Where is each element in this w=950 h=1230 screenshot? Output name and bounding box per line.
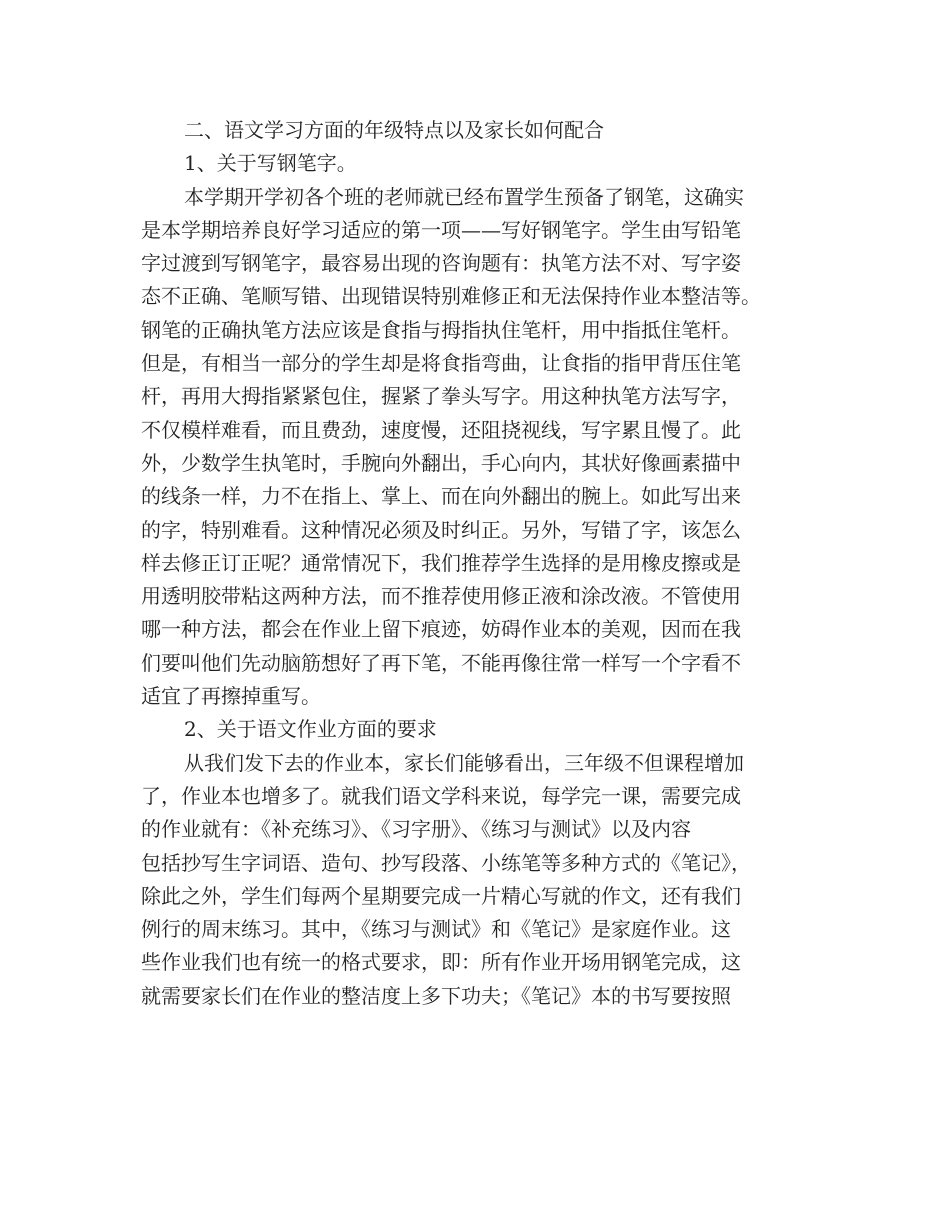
- text-line: 样去修正订正呢？通常情况下，我们推荐学生选择的是用橡皮擦或是: [141, 550, 741, 575]
- text-line: 外，少数学生执笔时，手腕向外翻出，手心向内，其状好像画素描中: [141, 450, 741, 475]
- text-line: 的线条一样，力不在指上、掌上、而在向外翻出的腕上。如此写出来: [141, 484, 741, 509]
- text-line: 们要叫他们先动脑筋想好了再下笔，不能再像往常一样写一个字看不: [141, 650, 741, 675]
- text-line: 用透明胶带粘这两种方法，而不推荐使用修正液和涂改液。不管使用: [141, 584, 741, 609]
- text-line: 些作业我们也有统一的格式要求，即：所有作业开场用钢笔完成，这: [141, 950, 741, 975]
- text-line: 了，作业本也增多了。就我们语文学科来说，每学完一课，需要完成: [141, 783, 741, 808]
- text-line: 是本学期培养良好学习适应的第一项——写好钢笔字。学生由写铅笔: [141, 217, 741, 242]
- text-line: 态不正确、笔顺写错、出现错误特别难修正和无法保持作业本整洁等。: [141, 284, 761, 309]
- text-line: 钢笔的正确执笔方法应该是食指与拇指执住笔杆，用中指抵住笔杆。: [141, 317, 741, 342]
- text-line: 不仅模样难看，而且费劲，速度慢，还阻挠视线，写字累且慢了。此: [141, 417, 741, 442]
- text-line: 但是，有相当一部分的学生却是将食指弯曲，让食指的指甲背压住笔: [141, 351, 741, 376]
- text-line: 杆，再用大拇指紧紧包住，握紧了拳头写字。用这种执笔方法写字，: [141, 384, 741, 409]
- text-line: 的作业就有：《补充练习》、《习字册》、《练习与测试》以及内容: [141, 817, 691, 842]
- text-line: 字过渡到写钢笔字，最容易出现的咨询题有：执笔方法不对、写字姿: [141, 251, 741, 276]
- document-body: [141, 114, 811, 1013]
- text-line: 2、关于语文作业方面的要求: [184, 717, 437, 742]
- text-line: 就需要家长们在作业的整洁度上多下功夫；《笔记》本的书写要按照: [141, 983, 731, 1008]
- text-line: 例行的周末练习。其中，《练习与测试》和《笔记》是家庭作业。这: [141, 917, 731, 942]
- text-line: 1、关于写钢笔字。: [184, 151, 357, 176]
- text-line: 从我们发下去的作业本，家长们能够看出，三年级不但课程增加: [184, 750, 744, 775]
- text-line: 除此之外，学生们每两个星期要完成一片精心写就的作文，还有我们: [141, 883, 741, 908]
- text-line: 包括抄写生字词语、造句、抄写段落、小练笔等多种方式的《笔记》，: [141, 850, 751, 875]
- text-line: 的字，特别难看。这种情况必须及时纠正。另外，写错了字，该怎么: [141, 517, 741, 542]
- text-line: 适宜了再擦掉重写。: [141, 684, 321, 709]
- text-line: 哪一种方法，都会在作业上留下痕迹，妨碍作业本的美观，因而在我: [141, 617, 741, 642]
- text-line: 本学期开学初各个班的老师就已经布置学生预备了钢笔，这确实: [184, 184, 744, 209]
- text-line: 二、语文学习方面的年级特点以及家长如何配合: [184, 118, 604, 142]
